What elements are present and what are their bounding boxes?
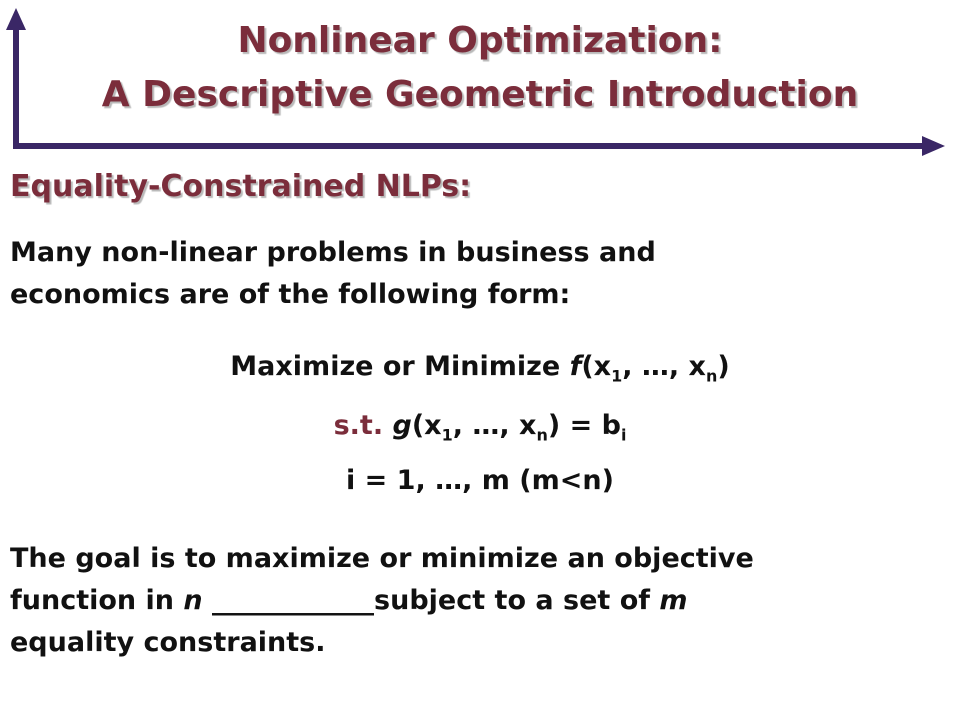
constraint-function-symbol: g <box>392 410 412 441</box>
constraint-subscript-1: 1 <box>441 425 453 445</box>
constraint-formula <box>0 406 960 446</box>
constraint-open: (x <box>411 410 442 441</box>
variable-m: m <box>659 585 688 616</box>
conclusion-paragraph <box>10 538 930 664</box>
variable-n: n <box>183 585 203 616</box>
intro-line-1: Many non-linear problems in business and <box>10 237 656 268</box>
title-line-2: A Descriptive Geometric Introduction <box>101 74 859 115</box>
slide-title <box>0 14 960 122</box>
conclusion-line-3: equality constraints. <box>10 627 326 658</box>
index-range-formula: i = 1, …, m (m<n) <box>346 465 614 496</box>
constraint-subscript-i: i <box>620 425 627 445</box>
intro-paragraph <box>10 232 930 316</box>
conclusion-line-2-prefix: function in <box>10 585 184 616</box>
constraint-mid: , …, x <box>452 410 537 441</box>
objective-formula <box>0 347 960 387</box>
section-heading: Equality-Constrained NLPs: <box>10 169 472 204</box>
conclusion-line-1: The goal is to maximize or minimize an objective <box>10 543 754 574</box>
objective-subscript-1: 1 <box>611 366 623 386</box>
horizontal-axis-arrowhead <box>922 136 945 156</box>
objective-mid: , …, x <box>622 351 706 382</box>
title-line-1: Nonlinear Optimization: <box>237 20 723 61</box>
constraint-subscript-n: n <box>536 425 548 445</box>
objective-function-symbol: f <box>569 351 582 382</box>
conclusion-line-2 <box>10 580 930 622</box>
constraint-close: ) = b <box>547 410 621 441</box>
objective-open: (x <box>581 351 612 382</box>
fill-in-blank: ____________ <box>202 585 375 616</box>
objective-close: ) <box>717 351 730 382</box>
objective-prefix: Maximize or Minimize <box>230 351 570 382</box>
intro-line-2: economics are of the following form: <box>10 279 571 310</box>
objective-subscript-n: n <box>705 366 718 386</box>
subject-to-label: s.t. <box>333 410 393 441</box>
conclusion-line-2-suffix: subject to a set of <box>374 585 660 616</box>
